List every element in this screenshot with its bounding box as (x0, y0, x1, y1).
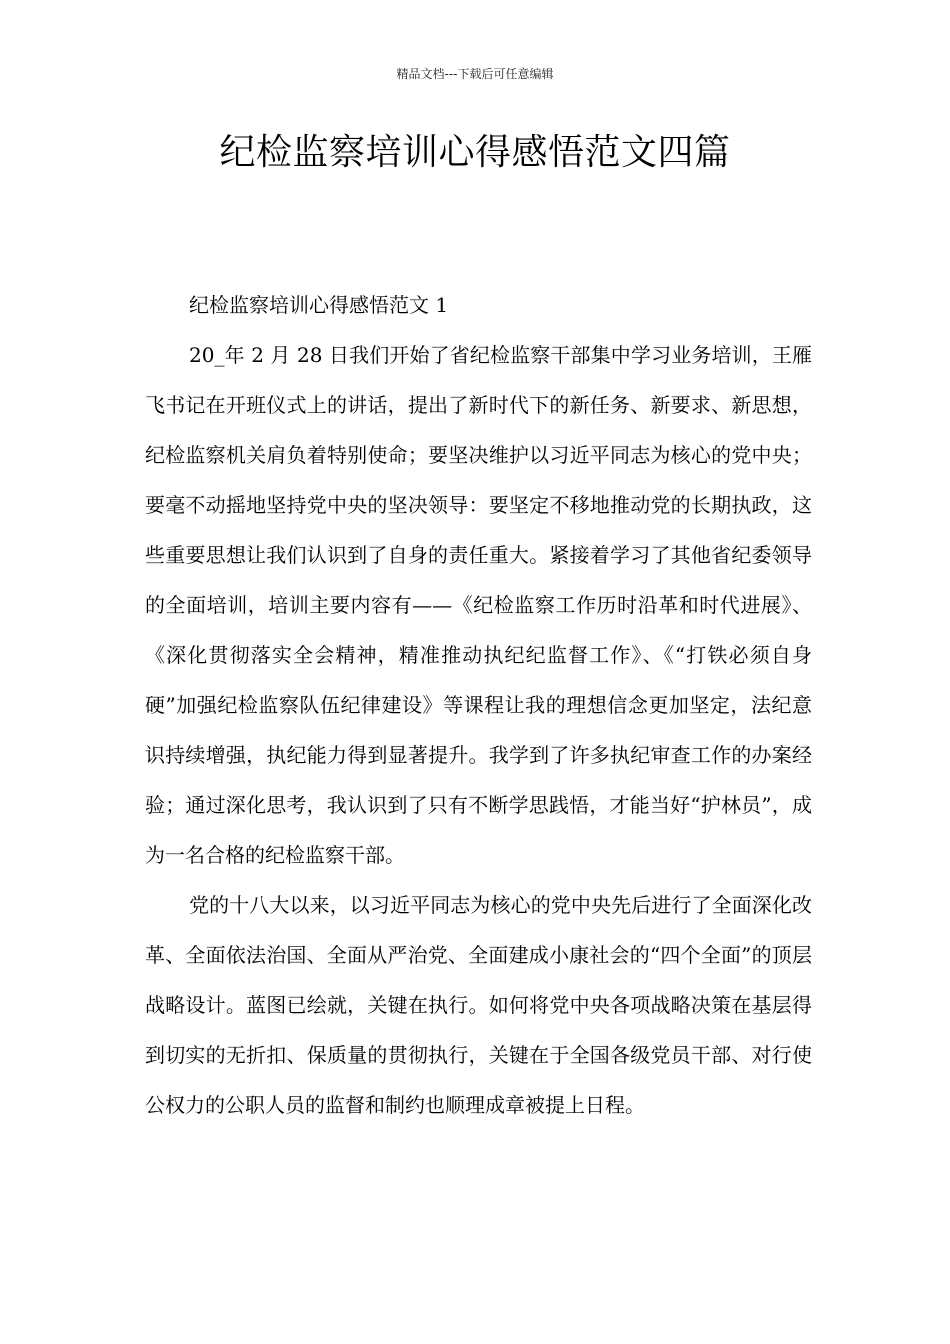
paragraph-2: 党的十八大以来，以习近平同志为核心的党中央先后进行了全面深化改革、全面依法治国、全面从严治党、全面建成小康社会的“四个全面”的顶层战略设计。蓝图已绘就，关键在执行。如何将党中央各项战略决策在基层得到切实的无折扣、保质量的贯彻执行，关键在于全国各级党员干部、对行使公权力的公职人员的监督和制约也顺理成章被提上日程。 (145, 893, 812, 1117)
document-title: 纪检监察培训心得感悟范文四篇 (219, 132, 731, 173)
page-header-note: 精品文档---下载后可任意编辑 (396, 67, 554, 81)
document-body (145, 280, 812, 1130)
paragraph-1: 20_年 2 月 28 日我们开始了省纪检监察干部集中学习业务培训，王雁飞书记在开班仪式上的讲话，提出了新时代下的新任务、新要求、新思想，纪检监察机关肩负着特别使命；要坚决维护以习近平同志为核心的党中央；要毫不动摇地坚持党中央的坚决领导：要坚定不移地推动党的长期执政，这些重要思想让我们认识到了自身的责任重大。紧接着学习了其他省纪委领导的全面培训，培训主要内容有——《纪检监察工作历时沿革和时代进展》、《深化贯彻落实全会精神，精准推动执纪纪监督工作》、《“打铁必须自身硬”加强纪检监察队伍纪律建设》等课程让我的理想信念更加坚定，法纪意识持续增强，执纪能力得到显著提升。我学到了许多执纪审查工作的办案经验；通过深化思考，我认识到了只有不断学思践悟，才能当好“护林员”，成为一名合格的纪检监察干部。 (145, 343, 812, 867)
section-heading: 纪检监察培训心得感悟范文 1 (189, 293, 449, 317)
